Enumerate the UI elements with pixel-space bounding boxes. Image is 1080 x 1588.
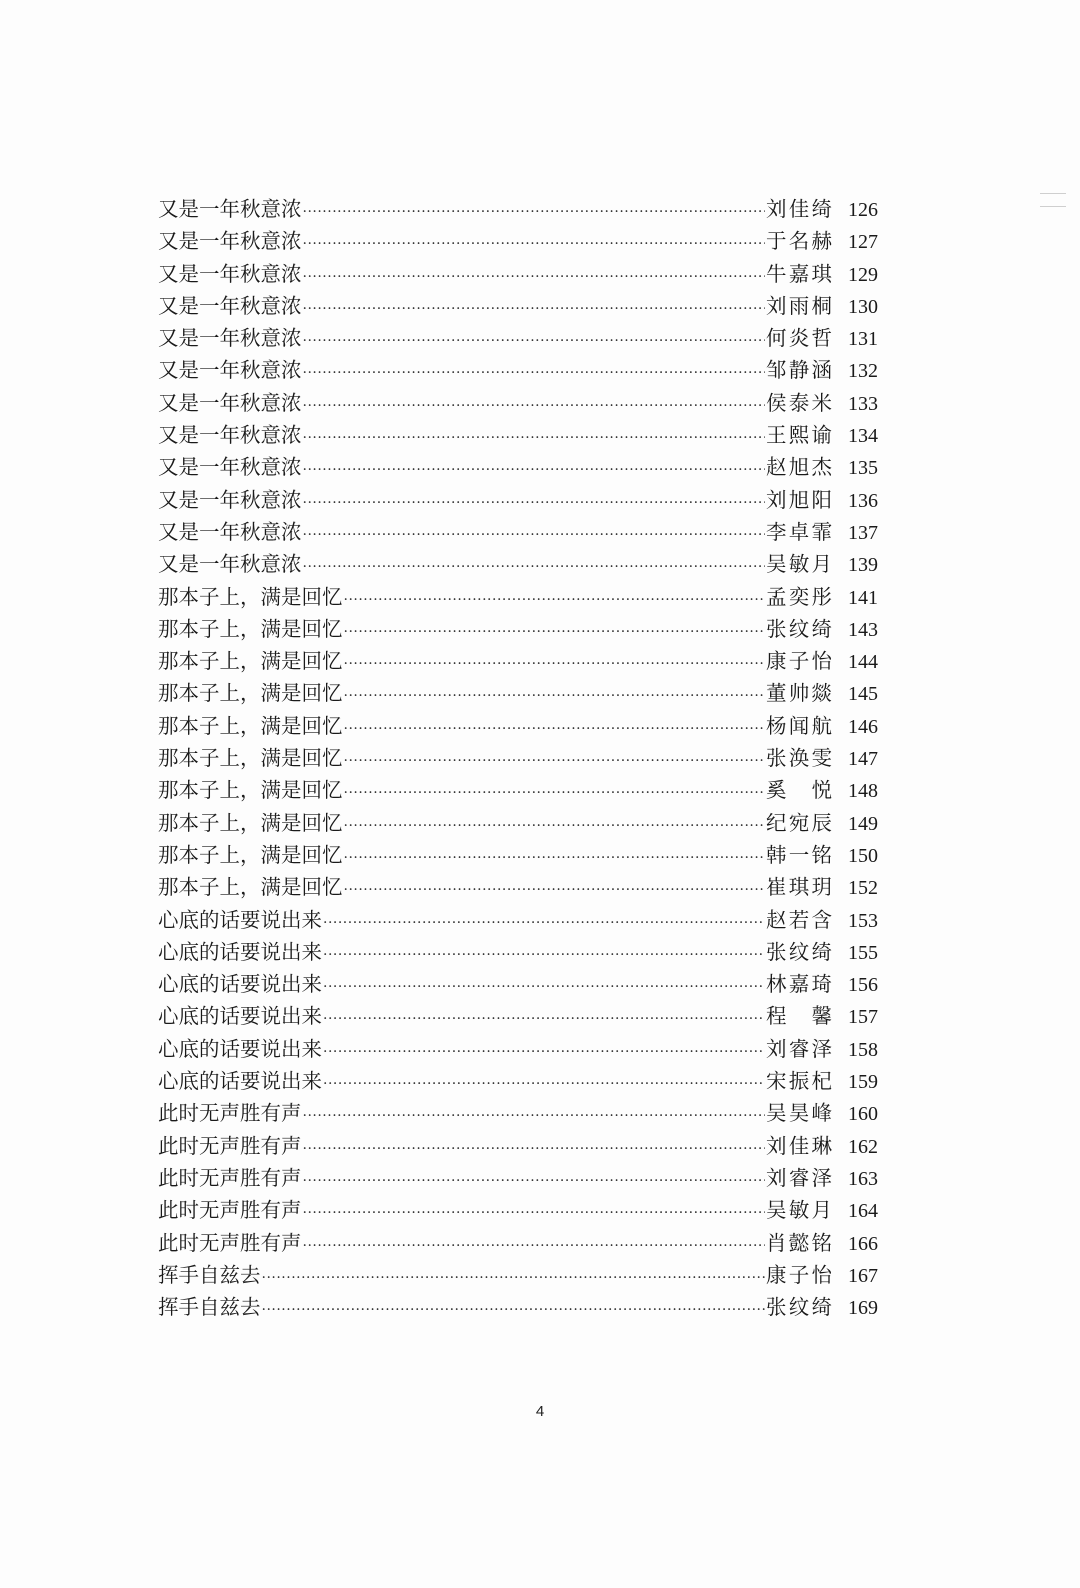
toc-dot-leader <box>303 519 766 551</box>
toc-entry-title: 那本子上，满是回忆 <box>158 649 343 674</box>
toc-entry-title: 又是一年秋意浓 <box>158 552 302 577</box>
toc-entry-page: 136 <box>848 489 878 512</box>
toc-entry-page: 149 <box>848 812 878 835</box>
toc-dot-leader <box>344 874 766 906</box>
toc-entry <box>158 613 878 645</box>
toc-entry-title: 又是一年秋意浓 <box>158 261 302 286</box>
toc-dot-leader <box>344 616 766 648</box>
toc-entry-page: 126 <box>848 199 878 221</box>
toc-entry-page: 135 <box>848 457 878 480</box>
toc-entry-page: 152 <box>848 877 878 900</box>
toc-entry-title: 那本子上，满是回忆 <box>158 681 343 706</box>
toc-dot-leader <box>303 1230 766 1262</box>
toc-entry-author: 纪宛辰 <box>766 810 832 835</box>
toc-entry-author: 刘雨桐 <box>766 293 832 318</box>
toc-entry <box>158 1000 878 1032</box>
toc-dot-leader <box>303 293 766 325</box>
toc-entry-author: 邹静涵 <box>766 358 832 383</box>
toc-dot-leader <box>323 939 765 971</box>
toc-entry-page: 130 <box>848 295 878 318</box>
toc-dot-leader <box>344 777 766 809</box>
toc-entry-title: 那本子上，满是回忆 <box>158 778 343 803</box>
toc-entry-author: 刘佳绮 <box>766 197 832 221</box>
toc-entry-title: 又是一年秋意浓 <box>158 197 302 221</box>
toc-entry-title: 又是一年秋意浓 <box>158 293 302 318</box>
toc-entry-title: 又是一年秋意浓 <box>158 455 302 480</box>
toc-entry <box>158 1033 878 1065</box>
toc-entry-page: 141 <box>848 586 878 609</box>
toc-entry <box>158 1194 878 1226</box>
toc-entry-page: 145 <box>848 683 878 706</box>
toc-entry <box>158 710 878 742</box>
toc-entry <box>158 645 878 677</box>
toc-entry-title: 此时无声胜有声 <box>158 1101 302 1126</box>
toc-entry-author: 于名赫 <box>766 229 832 254</box>
toc-entry-page: 150 <box>848 844 878 867</box>
toc-entry-title: 又是一年秋意浓 <box>158 423 302 448</box>
toc-entry <box>158 419 878 451</box>
toc-dot-leader <box>303 325 766 357</box>
toc-dot-leader <box>344 713 766 745</box>
toc-entry-author: 林嘉琦 <box>766 972 832 997</box>
toc-entry <box>158 871 878 903</box>
toc-entry-author: 侯泰米 <box>766 390 832 415</box>
toc-dot-leader <box>323 907 765 939</box>
toc-entry-title: 那本子上，满是回忆 <box>158 616 343 641</box>
toc-entry-author: 刘睿泽 <box>766 1036 832 1061</box>
toc-entry <box>158 1130 878 1162</box>
toc-entry-page: 127 <box>848 231 878 254</box>
toc-dot-leader <box>323 1036 765 1068</box>
toc-entry-title: 那本子上，满是回忆 <box>158 746 343 771</box>
toc-dot-leader <box>344 745 766 777</box>
toc-dot-leader <box>303 487 766 519</box>
toc-entry <box>158 258 878 290</box>
toc-dot-leader <box>344 810 766 842</box>
toc-entry-page: 164 <box>848 1200 878 1223</box>
toc-dot-leader <box>303 228 766 260</box>
toc-entry-author: 刘旭阳 <box>766 487 832 512</box>
toc-entry-page: 137 <box>848 521 878 544</box>
toc-entry <box>158 807 878 839</box>
toc-entry-title: 那本子上，满是回忆 <box>158 713 343 738</box>
toc-entry-author: 奚悦 <box>766 778 832 803</box>
toc-entry <box>158 774 878 806</box>
toc-entry-title: 心底的话要说出来 <box>158 972 322 997</box>
toc-entry <box>158 1162 878 1194</box>
toc-entry <box>158 451 878 483</box>
toc-dot-leader <box>344 648 766 680</box>
toc-dot-leader <box>323 1068 765 1100</box>
toc-entry-title: 又是一年秋意浓 <box>158 326 302 351</box>
toc-entry-title: 心底的话要说出来 <box>158 939 322 964</box>
toc-entry <box>158 548 878 580</box>
toc-entry-author: 张纹绮 <box>766 1295 832 1320</box>
toc-entry-author: 赵旭杰 <box>766 455 832 480</box>
toc-entry-page: 134 <box>848 425 878 448</box>
toc-entry-author: 何炎哲 <box>766 326 832 351</box>
toc-entry-title: 又是一年秋意浓 <box>158 390 302 415</box>
toc-entry-author: 吴昊峰 <box>766 1101 832 1126</box>
toc-entry-author: 王熙谕 <box>766 423 832 448</box>
toc-entry-author: 董帅燚 <box>766 681 832 706</box>
toc-entry-title: 那本子上，满是回忆 <box>158 810 343 835</box>
toc-entry-title: 此时无声胜有声 <box>158 1165 302 1190</box>
toc-entry <box>158 936 878 968</box>
toc-entry <box>158 904 878 936</box>
toc-entry-author: 孟奕彤 <box>766 584 832 609</box>
toc-entry-title: 此时无声胜有声 <box>158 1198 302 1223</box>
toc-entry-page: 166 <box>848 1232 878 1255</box>
toc-entry-author: 程馨 <box>766 1004 832 1029</box>
toc-entry-author: 韩一铭 <box>766 842 832 867</box>
toc-entry-page: 158 <box>848 1038 878 1061</box>
toc-entry-page: 139 <box>848 554 878 577</box>
toc-entry <box>158 581 878 613</box>
toc-entry <box>158 322 878 354</box>
toc-entry <box>158 839 878 871</box>
toc-dot-leader <box>303 390 766 422</box>
toc-entry <box>158 484 878 516</box>
toc-entry-page: 156 <box>848 974 878 997</box>
toc-entry <box>158 1259 878 1291</box>
toc-entry-page: 159 <box>848 1071 878 1094</box>
toc-entry-title: 挥手自兹去 <box>158 1295 261 1320</box>
toc-entry-page: 169 <box>848 1297 878 1320</box>
toc-dot-leader <box>303 1133 766 1165</box>
toc-entry <box>158 516 878 548</box>
toc-dot-leader <box>303 454 766 486</box>
toc-entry-page: 146 <box>848 715 878 738</box>
toc-dot-leader <box>262 1294 766 1326</box>
toc-entry <box>158 968 878 1000</box>
toc-entry-page: 157 <box>848 1006 878 1029</box>
toc-entry <box>158 1227 878 1259</box>
toc-entry-author: 吴敏月 <box>766 552 832 577</box>
page-number: 4 <box>535 1403 545 1420</box>
toc-entry-title: 挥手自兹去 <box>158 1262 261 1287</box>
toc-dot-leader <box>344 680 766 712</box>
toc-dot-leader <box>323 1003 765 1035</box>
toc-entry-title: 又是一年秋意浓 <box>158 229 302 254</box>
toc-entry-title: 心底的话要说出来 <box>158 1004 322 1029</box>
toc-entry-page: 132 <box>848 360 878 383</box>
toc-dot-leader <box>303 551 766 583</box>
toc-entry-page: 163 <box>848 1167 878 1190</box>
toc-entry-author: 赵若含 <box>766 907 832 932</box>
toc-entry-title: 心底的话要说出来 <box>158 1069 322 1094</box>
toc-entry <box>158 354 878 386</box>
toc-entry-author: 康子怡 <box>766 649 832 674</box>
toc-entry-author: 李卓霏 <box>766 519 832 544</box>
toc-entry-author: 肖懿铭 <box>766 1230 832 1255</box>
toc-entry-page: 160 <box>848 1103 878 1126</box>
toc-entry-page: 153 <box>848 909 878 932</box>
toc-entry-page: 133 <box>848 392 878 415</box>
toc-entry-page: 155 <box>848 941 878 964</box>
toc-entry-author: 刘睿泽 <box>766 1165 832 1190</box>
toc-dot-leader <box>303 357 766 389</box>
toc-entry-author: 张纹绮 <box>766 939 832 964</box>
toc-entry <box>158 290 878 322</box>
toc-entry <box>158 742 878 774</box>
toc-entry-author: 吴敏月 <box>766 1198 832 1223</box>
toc-entry-title: 又是一年秋意浓 <box>158 358 302 383</box>
toc-entry-title: 心底的话要说出来 <box>158 907 322 932</box>
toc-dot-leader <box>262 1262 766 1294</box>
toc-entry-page: 143 <box>848 618 878 641</box>
toc-entry <box>158 387 878 419</box>
toc-entry-title: 又是一年秋意浓 <box>158 519 302 544</box>
toc-dot-leader <box>344 842 766 874</box>
toc-entry-page: 131 <box>848 328 878 351</box>
toc-entry-title: 又是一年秋意浓 <box>158 487 302 512</box>
toc-entry-page: 148 <box>848 780 878 803</box>
toc-entry <box>158 225 878 257</box>
toc-entry-title: 此时无声胜有声 <box>158 1133 302 1158</box>
toc-entry <box>158 1097 878 1129</box>
toc-entry-author: 张纹绮 <box>766 616 832 641</box>
toc-dot-leader <box>303 1197 766 1229</box>
toc-entry-page: 147 <box>848 748 878 771</box>
toc-entry-page: 129 <box>848 263 878 286</box>
toc-dot-leader <box>303 261 766 293</box>
toc-entry-page: 144 <box>848 651 878 674</box>
toc-dot-leader <box>344 584 766 616</box>
toc-entry-author: 康子怡 <box>766 1262 832 1287</box>
toc-dot-leader <box>303 1165 766 1197</box>
toc-entry <box>158 193 878 225</box>
toc-entry-title: 心底的话要说出来 <box>158 1036 322 1061</box>
toc-dot-leader <box>303 1100 766 1132</box>
toc-entry-title: 那本子上，满是回忆 <box>158 584 343 609</box>
toc-dot-leader <box>303 422 766 454</box>
toc-entry <box>158 677 878 709</box>
toc-entry-title: 此时无声胜有声 <box>158 1230 302 1255</box>
toc-entry <box>158 1065 878 1097</box>
toc-entry-author: 牛嘉琪 <box>766 261 832 286</box>
toc-entry-page: 162 <box>848 1135 878 1158</box>
toc-dot-leader <box>323 971 765 1003</box>
toc-entry-author: 崔琪玥 <box>766 875 832 900</box>
toc-entry-author: 张涣雯 <box>766 746 832 771</box>
toc-entry-author: 宋振杞 <box>766 1069 832 1094</box>
table-of-contents <box>158 193 878 1323</box>
toc-entry-author: 刘佳琳 <box>766 1133 832 1158</box>
scan-edge-mark <box>1040 193 1066 207</box>
toc-entry-title: 那本子上，满是回忆 <box>158 875 343 900</box>
toc-dot-leader <box>303 196 766 228</box>
toc-entry-title: 那本子上，满是回忆 <box>158 842 343 867</box>
toc-entry-page: 167 <box>848 1264 878 1287</box>
toc-entry <box>158 1291 878 1323</box>
toc-entry-author: 杨闻航 <box>766 713 832 738</box>
